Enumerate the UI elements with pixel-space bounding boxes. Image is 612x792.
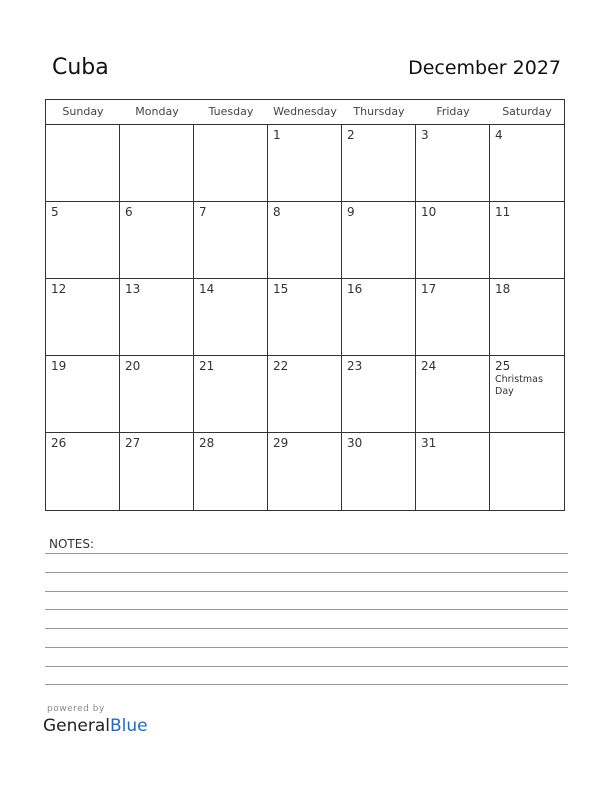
weekday-sunday: Sunday bbox=[62, 105, 104, 118]
day-cell bbox=[194, 356, 268, 432]
day-cell bbox=[268, 356, 342, 432]
day-number: 1 bbox=[273, 128, 281, 142]
day-cell bbox=[194, 202, 268, 278]
day-number: 18 bbox=[495, 282, 511, 296]
day-cell bbox=[46, 125, 120, 201]
day-cell bbox=[490, 356, 564, 432]
day-cell bbox=[342, 202, 416, 278]
day-cell bbox=[416, 433, 490, 510]
day-number: 16 bbox=[347, 282, 363, 296]
weekday-thursday: Thursday bbox=[353, 105, 405, 118]
week-row bbox=[46, 356, 564, 433]
weekday-wednesday: Wednesday bbox=[273, 105, 337, 118]
day-cell bbox=[490, 202, 564, 278]
day-cell bbox=[490, 279, 564, 355]
week-row bbox=[46, 279, 564, 356]
day-number: 15 bbox=[273, 282, 289, 296]
day-cell bbox=[268, 125, 342, 201]
day-number: 29 bbox=[273, 436, 289, 450]
week-row bbox=[46, 125, 564, 202]
day-cell bbox=[194, 279, 268, 355]
day-cell bbox=[120, 125, 194, 201]
day-cell bbox=[120, 279, 194, 355]
day-cell bbox=[490, 125, 564, 201]
day-number: 11 bbox=[495, 205, 511, 219]
day-number: 10 bbox=[421, 205, 437, 219]
day-number: 27 bbox=[125, 436, 141, 450]
day-cell bbox=[416, 356, 490, 432]
day-number: 7 bbox=[199, 205, 207, 219]
weekday-tuesday: Tuesday bbox=[208, 105, 254, 118]
day-cell bbox=[46, 433, 120, 510]
note-line bbox=[45, 572, 568, 573]
day-number: 8 bbox=[273, 205, 281, 219]
day-cell bbox=[342, 279, 416, 355]
day-cell bbox=[416, 279, 490, 355]
note-line bbox=[45, 684, 568, 685]
day-number: 4 bbox=[495, 128, 503, 142]
brand-name-general: General bbox=[43, 716, 110, 736]
day-number: 9 bbox=[347, 205, 355, 219]
brand-name-blue: Blue bbox=[110, 716, 148, 736]
day-cell bbox=[120, 356, 194, 432]
day-cell bbox=[46, 356, 120, 432]
week-row bbox=[46, 202, 564, 279]
day-number: 5 bbox=[51, 205, 59, 219]
day-cell bbox=[194, 125, 268, 201]
day-cell bbox=[416, 202, 490, 278]
day-number: 3 bbox=[421, 128, 429, 142]
note-line bbox=[45, 628, 568, 629]
weekday-monday: Monday bbox=[135, 105, 179, 118]
day-cell bbox=[46, 202, 120, 278]
day-number: 2 bbox=[347, 128, 355, 142]
day-number: 17 bbox=[421, 282, 437, 296]
weekday-header-row bbox=[46, 100, 564, 125]
brand-logo bbox=[43, 716, 148, 736]
day-number: 20 bbox=[125, 359, 141, 373]
month-year-title: December 2027 bbox=[408, 57, 561, 79]
day-cell bbox=[342, 356, 416, 432]
note-line bbox=[45, 609, 568, 610]
day-cell bbox=[46, 279, 120, 355]
notes-label: NOTES: bbox=[49, 537, 94, 551]
country-title: Cuba bbox=[52, 55, 109, 80]
weeks-container bbox=[46, 125, 564, 510]
weekday-friday: Friday bbox=[436, 105, 470, 118]
day-number: 23 bbox=[347, 359, 363, 373]
day-cell bbox=[268, 202, 342, 278]
week-row bbox=[46, 433, 564, 510]
day-cell bbox=[342, 125, 416, 201]
day-cell bbox=[268, 433, 342, 510]
day-number: 6 bbox=[125, 205, 133, 219]
day-number: 12 bbox=[51, 282, 67, 296]
day-number: 19 bbox=[51, 359, 67, 373]
day-cell bbox=[416, 125, 490, 201]
day-cell bbox=[490, 433, 564, 510]
day-number: 21 bbox=[199, 359, 215, 373]
day-number: 26 bbox=[51, 436, 67, 450]
day-number: 13 bbox=[125, 282, 141, 296]
day-number: 31 bbox=[421, 436, 437, 450]
day-number: 25 bbox=[495, 359, 511, 373]
day-number: 28 bbox=[199, 436, 215, 450]
day-cell bbox=[120, 202, 194, 278]
powered-by-text: powered by bbox=[47, 704, 105, 714]
note-line bbox=[45, 553, 568, 554]
day-number: 22 bbox=[273, 359, 289, 373]
day-cell bbox=[194, 433, 268, 510]
day-number: 24 bbox=[421, 359, 437, 373]
calendar-grid bbox=[45, 99, 565, 511]
day-cell bbox=[268, 279, 342, 355]
day-number: 30 bbox=[347, 436, 363, 450]
weekday-saturday: Saturday bbox=[502, 105, 552, 118]
note-line bbox=[45, 666, 568, 667]
day-number: 14 bbox=[199, 282, 215, 296]
note-line bbox=[45, 647, 568, 648]
holiday-label: Christmas Day bbox=[495, 374, 543, 397]
day-cell bbox=[120, 433, 194, 510]
day-cell bbox=[342, 433, 416, 510]
note-line bbox=[45, 591, 568, 592]
